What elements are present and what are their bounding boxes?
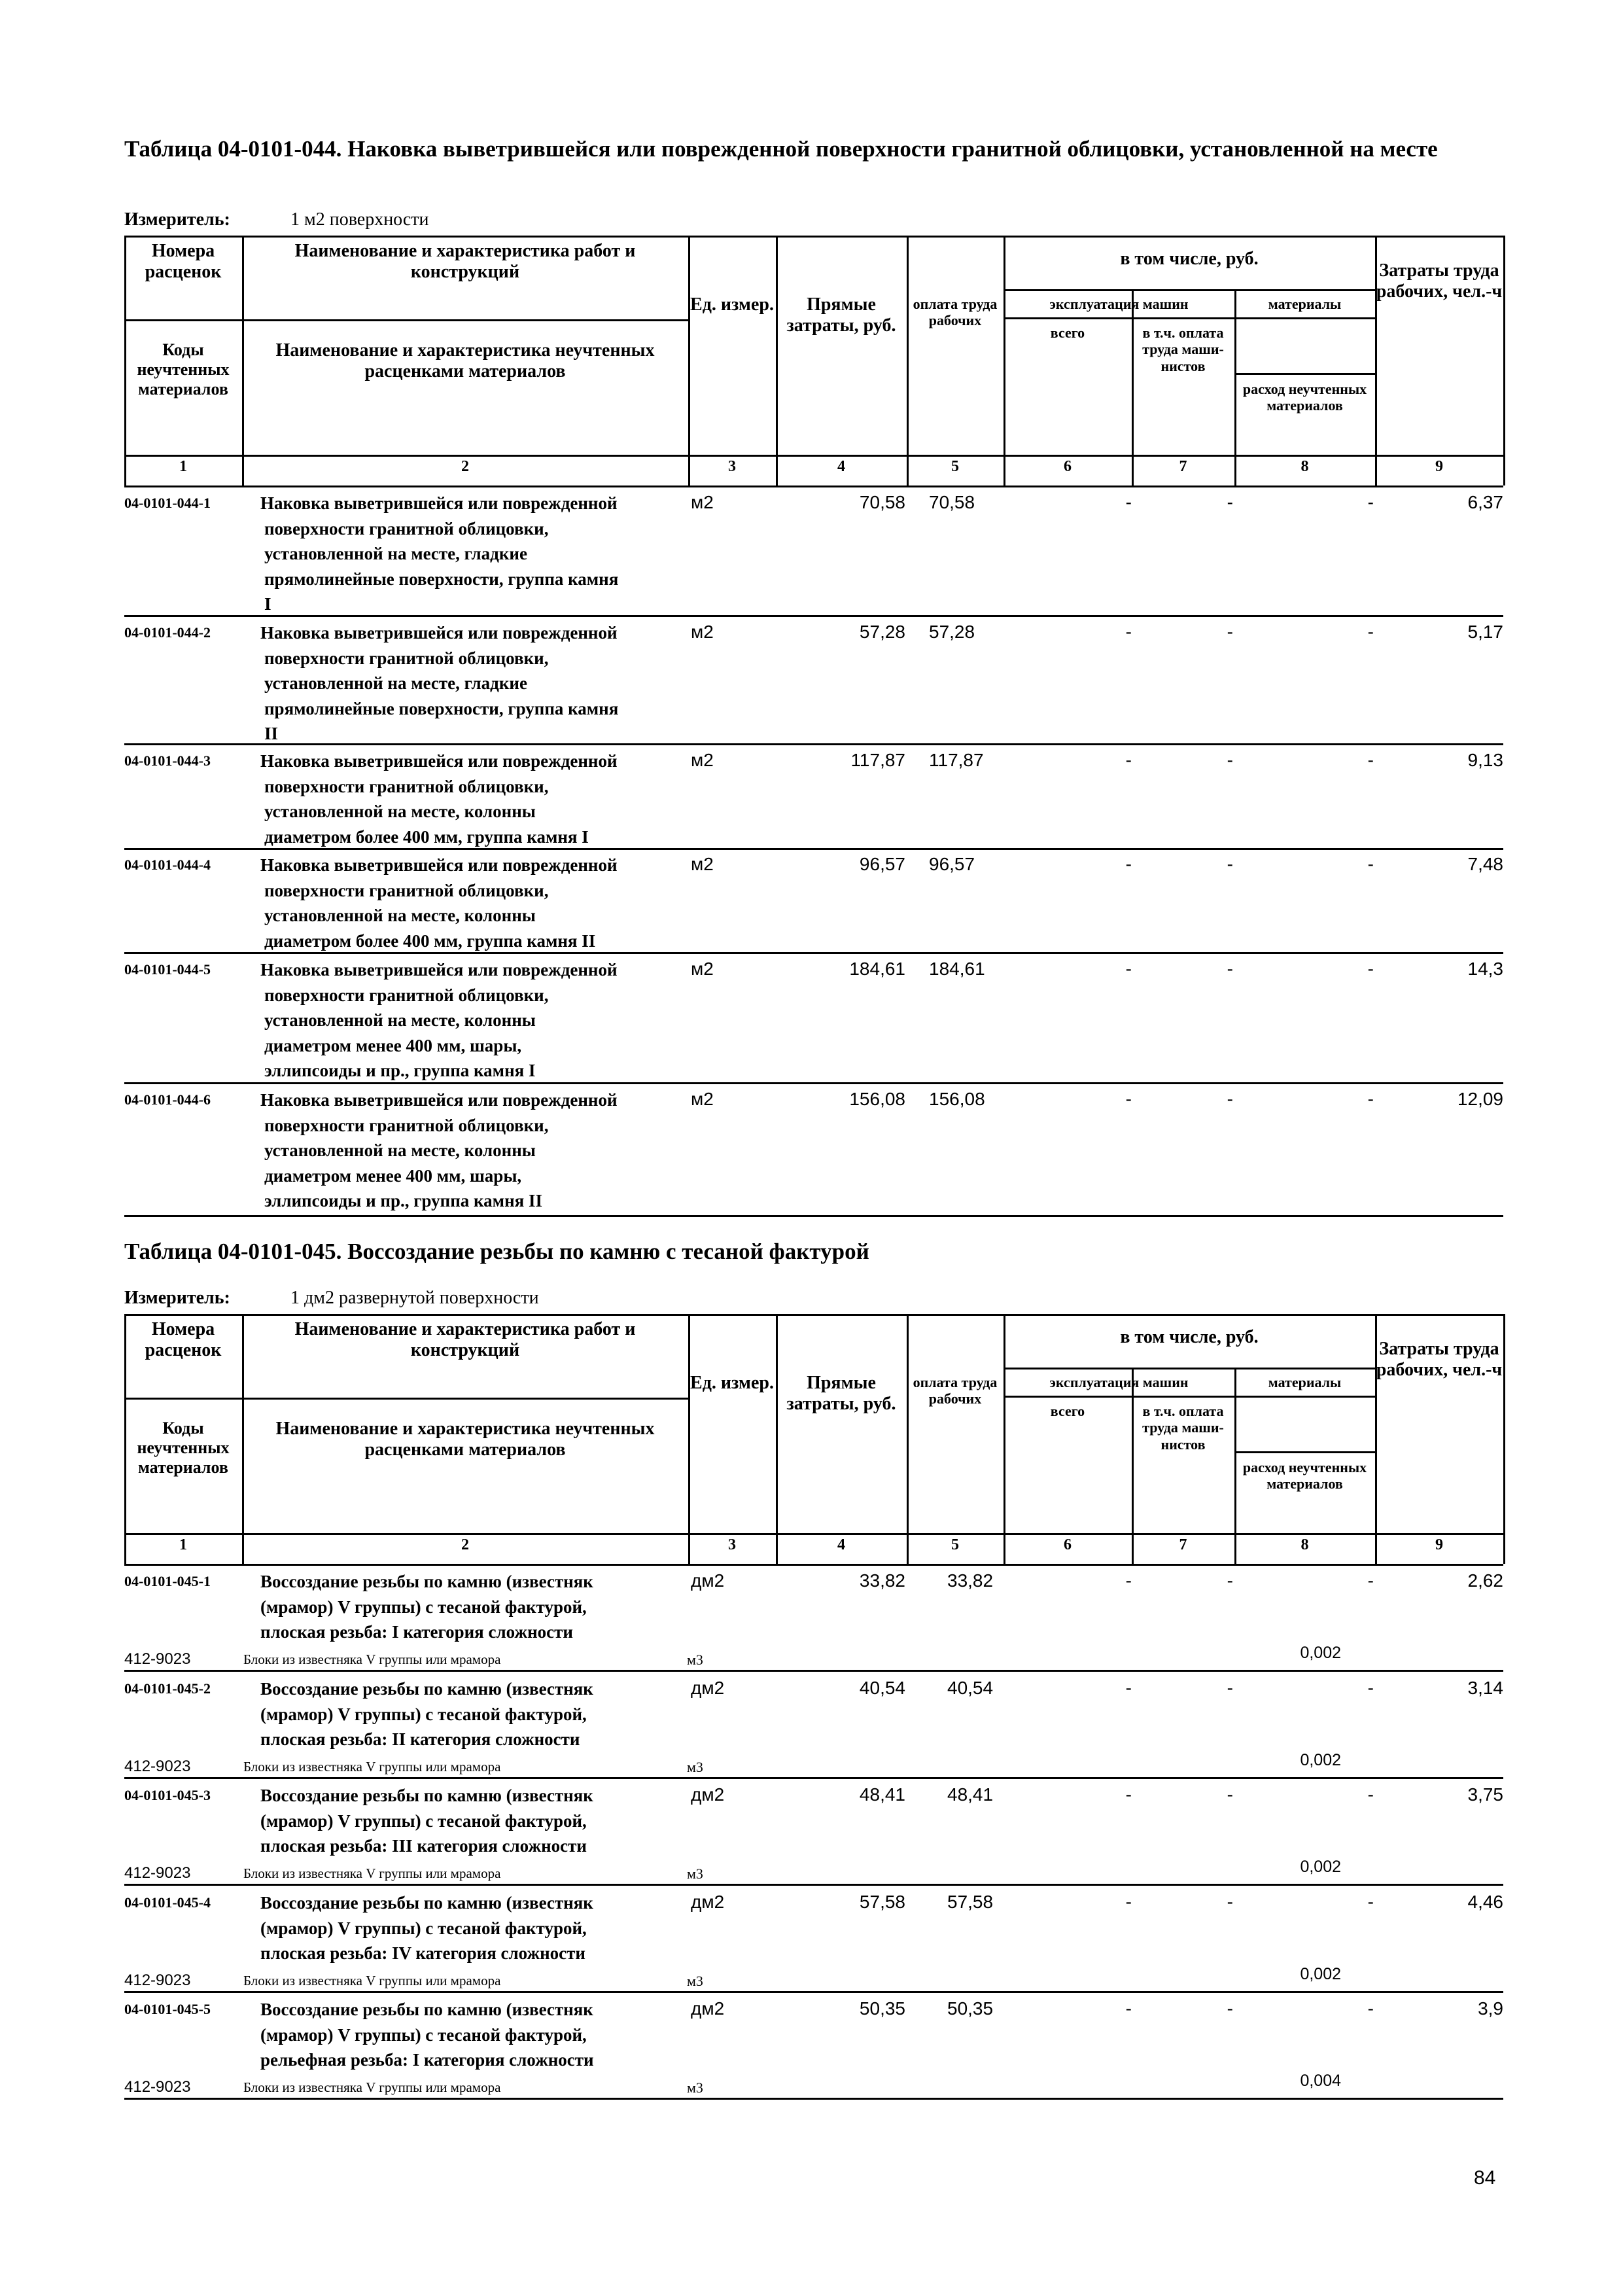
row-code: 04-0101-045-4 xyxy=(124,1894,211,1911)
row-machinist-pay: - xyxy=(1227,1678,1233,1698)
header-pay: оплата труда рабочих xyxy=(913,1374,998,1407)
row-pay: 96,57 xyxy=(929,854,975,874)
header-col-number-1: 1 xyxy=(179,458,187,475)
row-unit: м2 xyxy=(691,1089,714,1109)
row-description-line: плоская резьба: I категория сложности xyxy=(260,1622,573,1642)
row-description-line: поверхности гранитной облицовки, xyxy=(264,776,549,796)
row-description-line: установленной на месте, колонны xyxy=(264,906,536,925)
row-description-line: прямолинейные поверхности, группа камня xyxy=(264,698,619,718)
row-description-line: диаметром менее 400 мм, шары, xyxy=(264,1165,522,1186)
row-labor: 3,75 xyxy=(1467,1784,1503,1805)
row-direct-cost: 33,82 xyxy=(859,1570,905,1591)
row-materials: - xyxy=(1367,622,1374,642)
material-quantity: 0,002 xyxy=(1300,1965,1341,1983)
row-machines: - xyxy=(1125,1998,1132,2019)
row-description-line: установленной на месте, колонны xyxy=(264,1010,536,1030)
row-machinist-pay: - xyxy=(1227,622,1233,642)
row-pay: 184,61 xyxy=(929,959,985,979)
row-description-line: диаметром менее 400 мм, шары, xyxy=(264,1035,522,1055)
row-machines: - xyxy=(1125,1678,1132,1698)
row-materials: - xyxy=(1367,1570,1374,1591)
material-code: 412-9023 xyxy=(124,2078,191,2096)
row-machinist-pay: - xyxy=(1227,1892,1233,1912)
row-direct-cost: 40,54 xyxy=(859,1678,905,1698)
row-unit: дм2 xyxy=(691,1998,725,2019)
material-code: 412-9023 xyxy=(124,1650,191,1668)
header-col-number-8: 8 xyxy=(1300,1536,1309,1553)
row-description-line: Наковка выветрившейся или поврежденной xyxy=(260,493,618,513)
row-description-line: Воссоздание резьбы по камню (известняк xyxy=(260,1786,593,1805)
header-including: в том числе, руб. xyxy=(1120,249,1259,269)
row-direct-cost: 50,35 xyxy=(859,1998,905,2019)
material-unit: м3 xyxy=(687,1865,703,1882)
header-including: в том числе, руб. xyxy=(1120,1327,1259,1347)
header-name: Наименование и характеристика работ и конструкций xyxy=(294,241,636,283)
row-machines: - xyxy=(1125,1089,1132,1109)
row-pay: 40,54 xyxy=(947,1678,994,1698)
row-direct-cost: 48,41 xyxy=(859,1784,905,1805)
header-pay: оплата труда рабочих xyxy=(913,296,998,329)
row-machinist-pay: - xyxy=(1227,1089,1233,1109)
row-machines: - xyxy=(1125,492,1132,512)
row-description-line: (мрамор) V группы) с тесаной фактурой, xyxy=(260,2024,587,2045)
row-machines: - xyxy=(1125,959,1132,979)
row-description-line: Наковка выветрившейся или поврежденной xyxy=(260,751,618,771)
row-labor: 7,48 xyxy=(1467,854,1503,874)
row-pay: 50,35 xyxy=(947,1998,994,2019)
row-description-line: поверхности гранитной облицовки, xyxy=(264,985,549,1005)
row-description-line: поверхности гранитной облицовки, xyxy=(264,518,549,539)
material-code: 412-9023 xyxy=(124,1757,191,1775)
row-unit: м2 xyxy=(691,854,714,874)
header-direct: Прямые затраты, руб. xyxy=(786,1373,896,1415)
row-materials: - xyxy=(1367,492,1374,512)
material-name: Блоки из известняка V группы или мрамора xyxy=(243,1865,501,1881)
row-direct-cost: 70,58 xyxy=(859,492,905,512)
row-unit: м2 xyxy=(691,622,714,642)
row-description-line: рельефная резьба: I категория сложности xyxy=(260,2050,594,2070)
row-machinist-pay: - xyxy=(1227,492,1233,512)
row-description-line: диаметром более 400 мм, группа камня II xyxy=(264,930,596,951)
header-col-number-3: 3 xyxy=(728,1536,736,1553)
row-machines: - xyxy=(1125,1570,1132,1591)
header-materials: материалы xyxy=(1268,1374,1342,1390)
header-col-number-9: 9 xyxy=(1435,1536,1443,1553)
header-col-number-5: 5 xyxy=(951,458,959,475)
row-description-line: эллипсоиды и пр., группа камня I xyxy=(264,1061,536,1080)
row-unit: дм2 xyxy=(691,1678,725,1698)
row-code: 04-0101-044-1 xyxy=(124,495,211,511)
row-pay: 57,58 xyxy=(947,1892,994,1912)
header-name: Наименование и характеристика работ и конструкций xyxy=(294,1319,636,1361)
header-codes: Коды неучтенных материалов xyxy=(137,340,230,398)
row-labor: 6,37 xyxy=(1467,492,1503,512)
header-labor: Затраты труда рабочих, чел.-ч xyxy=(1376,260,1503,302)
row-direct-cost: 156,08 xyxy=(849,1089,905,1109)
table2-title: Таблица 04-0101-045. Воссоздание резьбы по камню с тесаной фактурой xyxy=(124,1239,869,1264)
row-direct-cost: 96,57 xyxy=(859,854,905,874)
material-quantity: 0,002 xyxy=(1300,1644,1341,1662)
row-description-line: (мрамор) V группы) с тесаной фактурой, xyxy=(260,1918,587,1938)
header-machines: эксплуатация машин xyxy=(1049,1374,1189,1390)
row-unit: м2 xyxy=(691,492,714,512)
row-description-line: диаметром более 400 мм, группа камня I xyxy=(264,826,589,847)
material-unit: м3 xyxy=(687,1759,703,1775)
row-pay: 117,87 xyxy=(929,750,984,770)
row-description-line: плоская резьба: II категория сложности xyxy=(260,1729,580,1749)
row-materials: - xyxy=(1367,750,1374,770)
material-unit: м3 xyxy=(687,1651,703,1668)
row-unit: дм2 xyxy=(691,1892,725,1912)
row-code: 04-0101-045-2 xyxy=(124,1680,211,1697)
material-code: 412-9023 xyxy=(124,1864,191,1882)
row-description-line: плоская резьба: IV категория сложности xyxy=(260,1943,585,1963)
row-materials: - xyxy=(1367,854,1374,874)
row-description-line: (мрамор) V группы) с тесаной фактурой, xyxy=(260,1704,587,1724)
row-materials: - xyxy=(1367,1784,1374,1805)
row-description-line: установленной на месте, колонны xyxy=(264,1140,536,1160)
row-pay: 57,28 xyxy=(929,622,975,642)
header-name2: Наименование и характеристика неучтенных расценками материалов xyxy=(275,340,655,382)
row-description-line: (мрамор) V группы) с тесаной фактурой, xyxy=(260,1810,587,1831)
row-machines: - xyxy=(1125,750,1132,770)
row-machinist-pay: - xyxy=(1227,750,1233,770)
row-separator xyxy=(124,1777,1503,1779)
row-unit: м2 xyxy=(691,750,714,770)
row-labor: 2,62 xyxy=(1467,1570,1503,1591)
row-materials: - xyxy=(1367,1089,1374,1109)
row-machinist-pay: - xyxy=(1227,1998,1233,2019)
material-quantity: 0,002 xyxy=(1300,1751,1341,1769)
row-machines: - xyxy=(1125,1892,1132,1912)
header-mach-pay: в т.ч. оплата труда маши-нистов xyxy=(1142,1403,1224,1453)
row-description-line: Воссоздание резьбы по камню (известняк xyxy=(260,1572,593,1591)
header-col-number-1: 1 xyxy=(179,1536,187,1553)
header-mat-use: расход неучтенных материалов xyxy=(1242,381,1367,414)
header-col-number-2: 2 xyxy=(461,1536,469,1553)
header-col-number-2: 2 xyxy=(461,458,469,475)
row-labor: 12,09 xyxy=(1457,1089,1503,1109)
header-col-number-5: 5 xyxy=(951,1536,959,1553)
table1-meter-label: Измеритель: xyxy=(124,209,230,230)
row-labor: 9,13 xyxy=(1467,750,1503,770)
row-description-line: Наковка выветрившейся или поврежденной xyxy=(260,623,618,643)
row-description-line: Наковка выветрившейся или поврежденной xyxy=(260,855,618,875)
header-col-number-7: 7 xyxy=(1179,1536,1187,1553)
row-description-line: I xyxy=(264,594,271,614)
header-col-number-4: 4 xyxy=(837,1536,845,1553)
row-description-line: установленной на месте, гладкие xyxy=(264,673,527,693)
row-unit: дм2 xyxy=(691,1784,725,1805)
row-machinist-pay: - xyxy=(1227,959,1233,979)
header-materials: материалы xyxy=(1268,296,1342,312)
material-code: 412-9023 xyxy=(124,1971,191,1989)
page-number: 84 xyxy=(1474,2167,1496,2189)
row-pay: 33,82 xyxy=(947,1570,994,1591)
row-description-line: Наковка выветрившейся или поврежденной xyxy=(260,960,618,980)
row-machinist-pay: - xyxy=(1227,854,1233,874)
row-description-line: поверхности гранитной облицовки, xyxy=(264,1115,549,1135)
table1-meter-value: 1 м2 поверхности xyxy=(290,209,429,230)
header-unit: Ед. измер. xyxy=(690,1373,774,1393)
row-description-line: прямолинейные поверхности, группа камня xyxy=(264,569,619,589)
header-direct: Прямые затраты, руб. xyxy=(786,294,896,336)
row-description-line: Воссоздание резьбы по камню (известняк xyxy=(260,1893,593,1913)
row-labor: 14,3 xyxy=(1467,959,1503,979)
header-col-number-8: 8 xyxy=(1300,458,1309,475)
header-numbers: Номера расценок xyxy=(145,241,222,283)
header-mat-use: расход неучтенных материалов xyxy=(1242,1459,1367,1492)
row-materials: - xyxy=(1367,1892,1374,1912)
row-machinist-pay: - xyxy=(1227,1784,1233,1805)
row-materials: - xyxy=(1367,1678,1374,1698)
row-description-line: Наковка выветрившейся или поврежденной xyxy=(260,1090,618,1110)
row-description-line: установленной на месте, колонны xyxy=(264,802,536,821)
row-description-line: установленной на месте, гладкие xyxy=(264,544,527,563)
header-col-number-6: 6 xyxy=(1064,1536,1072,1553)
row-machines: - xyxy=(1125,622,1132,642)
row-direct-cost: 117,87 xyxy=(850,750,905,770)
header-labor: Затраты труда рабочих, чел.-ч xyxy=(1376,1339,1503,1381)
row-machines: - xyxy=(1125,854,1132,874)
header-codes: Коды неучтенных материалов xyxy=(137,1419,230,1477)
row-code: 04-0101-044-6 xyxy=(124,1091,211,1108)
row-pay: 156,08 xyxy=(929,1089,985,1109)
row-description-line: Воссоздание резьбы по камню (известняк xyxy=(260,1679,593,1699)
row-description-line: плоская резьба: III категория сложности xyxy=(260,1836,587,1856)
header-col-number-9: 9 xyxy=(1435,458,1443,475)
material-name: Блоки из известняка V группы или мрамора xyxy=(243,1973,501,1988)
row-code: 04-0101-045-5 xyxy=(124,2001,211,2017)
row-machines: - xyxy=(1125,1784,1132,1805)
row-direct-cost: 184,61 xyxy=(849,959,905,979)
header-unit: Ед. измер. xyxy=(690,294,774,315)
row-description-line: II xyxy=(264,724,279,743)
row-labor: 5,17 xyxy=(1467,622,1503,642)
row-pay: 48,41 xyxy=(947,1784,994,1805)
row-code: 04-0101-045-1 xyxy=(124,1573,211,1589)
header-col-number-6: 6 xyxy=(1064,458,1072,475)
row-direct-cost: 57,28 xyxy=(859,622,905,642)
row-code: 04-0101-045-3 xyxy=(124,1787,211,1803)
material-unit: м3 xyxy=(687,2079,703,2096)
row-machinist-pay: - xyxy=(1227,1570,1233,1591)
material-unit: м3 xyxy=(687,1973,703,1989)
row-unit: м2 xyxy=(691,959,714,979)
row-code: 04-0101-044-4 xyxy=(124,857,211,873)
header-numbers: Номера расценок xyxy=(145,1319,222,1361)
row-code: 04-0101-044-5 xyxy=(124,961,211,978)
row-pay: 70,58 xyxy=(929,492,975,512)
row-separator xyxy=(124,2098,1503,2100)
row-labor: 4,46 xyxy=(1467,1892,1503,1912)
row-description-line: эллипсоиды и пр., группа камня II xyxy=(264,1191,542,1210)
material-name: Блоки из известняка V группы или мрамора xyxy=(243,2079,501,2095)
header-mach-pay: в т.ч. оплата труда маши-нистов xyxy=(1142,325,1224,374)
row-separator xyxy=(124,1991,1503,1993)
material-name: Блоки из известняка V группы или мрамора xyxy=(243,1759,501,1775)
row-unit: дм2 xyxy=(691,1570,725,1591)
row-description-line: Воссоздание резьбы по камню (известняк xyxy=(260,2000,593,2019)
row-direct-cost: 57,58 xyxy=(859,1892,905,1912)
header-col-number-3: 3 xyxy=(728,458,736,475)
row-materials: - xyxy=(1367,1998,1374,2019)
row-separator xyxy=(124,1884,1503,1886)
row-separator xyxy=(124,1670,1503,1672)
header-col-number-4: 4 xyxy=(837,458,845,475)
row-labor: 3,9 xyxy=(1478,1998,1503,2019)
header-col-number-7: 7 xyxy=(1179,458,1187,475)
header-name2: Наименование и характеристика неучтенных расценками материалов xyxy=(275,1419,655,1460)
table2-meter-label: Измеритель: xyxy=(124,1288,230,1308)
row-description-line: поверхности гранитной облицовки, xyxy=(264,880,549,900)
row-code: 04-0101-044-3 xyxy=(124,752,211,769)
table1-title: Таблица 04-0101-044. Наковка выветрившейся или поврежденной поверхности гранитной облицовки, установленной на месте xyxy=(124,136,1438,162)
table2-meter-value: 1 дм2 развернутой поверхности xyxy=(290,1288,539,1308)
material-quantity: 0,004 xyxy=(1300,2072,1341,2090)
material-name: Блоки из известняка V группы или мрамора xyxy=(243,1651,501,1667)
row-labor: 3,14 xyxy=(1467,1678,1503,1698)
header-total: всего xyxy=(1050,1403,1085,1419)
row-description-line: поверхности гранитной облицовки, xyxy=(264,648,549,668)
row-materials: - xyxy=(1367,959,1374,979)
header-machines: эксплуатация машин xyxy=(1049,296,1189,312)
material-quantity: 0,002 xyxy=(1300,1858,1341,1876)
header-total: всего xyxy=(1050,325,1085,341)
row-description-line: (мрамор) V группы) с тесаной фактурой, xyxy=(260,1597,587,1617)
row-code: 04-0101-044-2 xyxy=(124,624,211,641)
